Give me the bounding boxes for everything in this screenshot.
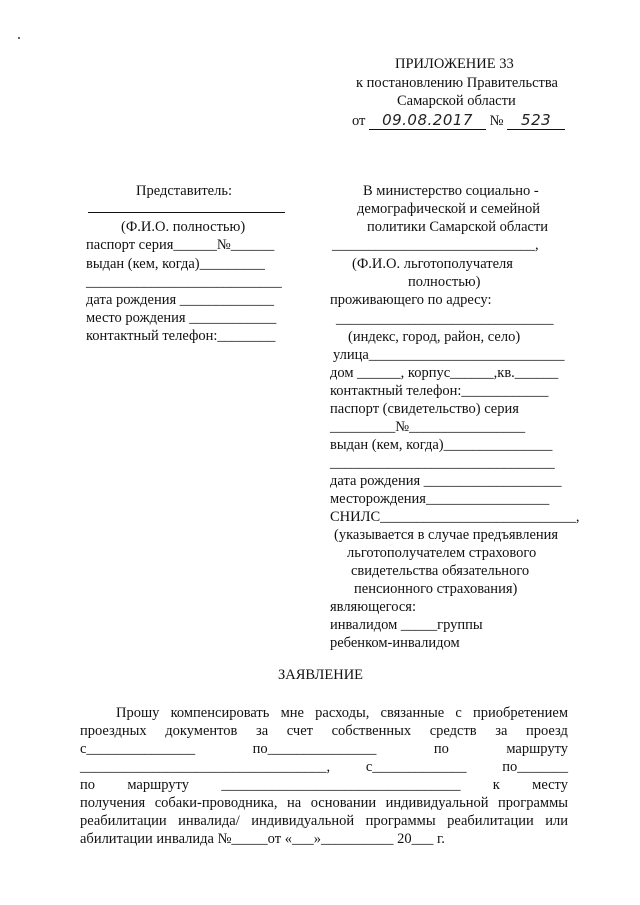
beneficiary-birth-place: месторождения_________________ — [330, 491, 550, 507]
appendix-title: ПРИЛОЖЕНИЕ 33 — [395, 56, 514, 72]
date-from-field: с_______________ — [80, 741, 196, 757]
word: документов — [165, 723, 238, 739]
statement-line6: получения собаки-проводника, на основании индивидуальной программы — [80, 795, 568, 811]
date-to-field: по_______________ — [252, 741, 377, 757]
statement-line2 — [80, 723, 568, 740]
word: проездных — [80, 723, 147, 739]
date-to-field-2: по_______ — [502, 759, 568, 775]
street-field: улица___________________________ — [333, 347, 565, 363]
address-caption: (индекс, город, район, село) — [348, 329, 521, 345]
word: за — [495, 723, 508, 739]
representative-label: Представитель: — [136, 183, 232, 199]
passport-blank-line: _______________________________ — [330, 455, 555, 471]
passport-number-field: _________№________________ — [330, 419, 526, 435]
statement-line3 — [80, 741, 568, 758]
house-field: дом ______, корпус______,кв.______ — [330, 365, 559, 381]
snils-note2: льготополучателем страхового — [347, 545, 537, 561]
word: собственных — [331, 723, 412, 739]
route-field-2: _________________________________ — [221, 777, 461, 793]
word: счет — [286, 723, 313, 739]
word: средств — [429, 723, 477, 739]
recipient-to-line3: политики Самарской области — [367, 219, 549, 235]
recipient-to-line1: В министерство социально - — [363, 183, 539, 199]
handwritten-number: 523 — [507, 112, 565, 130]
representative-blank-line: ___________________________ — [86, 274, 282, 290]
representative-phone: контактный телефон:________ — [86, 328, 276, 344]
representative-passport: паспорт серия______№______ — [86, 237, 275, 253]
word: месту — [532, 777, 568, 793]
passport-issued-field: выдан (кем, когда)_______________ — [330, 437, 553, 453]
statement-line7: реабилитации инвалида/ индивидуальной программы реабилитации или — [80, 813, 568, 829]
disabled-group: инвалидом _____группы — [330, 617, 483, 633]
word: к — [492, 777, 500, 793]
representative-birth-date: дата рождения _____________ — [86, 292, 275, 308]
statement-line5 — [80, 777, 568, 794]
representative-birth-place: место рождения ____________ — [86, 310, 277, 326]
representative-fio-caption: (Ф.И.О. полностью) — [121, 219, 246, 235]
number-sign: № — [489, 113, 504, 129]
address-line: ______________________________ — [336, 311, 554, 327]
snils-field: СНИЛС___________________________, — [330, 509, 580, 525]
passport-label: паспорт (свидетельство) серия — [330, 401, 519, 417]
word: проезд — [526, 723, 568, 739]
date-from-field-2: с_____________ — [365, 759, 467, 775]
statement-line8: абилитации инвалида №_____от «___»__________ 20___ г. — [80, 831, 445, 847]
representative-issued: выдан (кем, когда)_________ — [86, 256, 265, 272]
being-label: являющегося: — [330, 599, 416, 615]
scan-dot — [18, 37, 20, 39]
residing-label: проживающего по адресу: — [330, 292, 492, 308]
appendix-date-line — [352, 112, 565, 130]
snils-note4: пенсионного страхования) — [354, 581, 518, 597]
beneficiary-fio-caption2: полностью) — [408, 274, 481, 290]
from-label: от — [352, 113, 366, 129]
beneficiary-fio-line: ____________________________, — [332, 237, 539, 253]
snils-note1: (указывается в случае предъявления — [334, 527, 559, 543]
handwritten-date: 09.08.2017 — [369, 112, 486, 130]
route-field: __________________________________, — [80, 759, 331, 775]
recipient-to-line2: демографической и семейной — [357, 201, 541, 217]
appendix-ref-line2: Самарской области — [397, 93, 516, 109]
statement-title: ЗАЯВЛЕНИЕ — [278, 667, 364, 683]
representative-fio-line — [88, 212, 285, 213]
word: по — [433, 741, 449, 757]
word: маршруту — [506, 741, 568, 757]
beneficiary-phone: контактный телефон:____________ — [330, 383, 549, 399]
word: маршруту — [127, 777, 189, 793]
beneficiary-birth-date: дата рождения ___________________ — [330, 473, 562, 489]
appendix-ref-line1: к постановлению Правительства — [356, 75, 558, 91]
snils-note3: свидетельства обязательного — [351, 563, 530, 579]
word: по — [80, 777, 96, 793]
beneficiary-fio-caption1: (Ф.И.О. льготополучателя — [352, 256, 513, 272]
child-disabled: ребенком-инвалидом — [330, 635, 460, 651]
word: за — [255, 723, 269, 739]
statement-line1: Прошу компенсировать мне расходы, связанные с приобретением — [116, 705, 568, 721]
statement-line4 — [80, 759, 568, 776]
